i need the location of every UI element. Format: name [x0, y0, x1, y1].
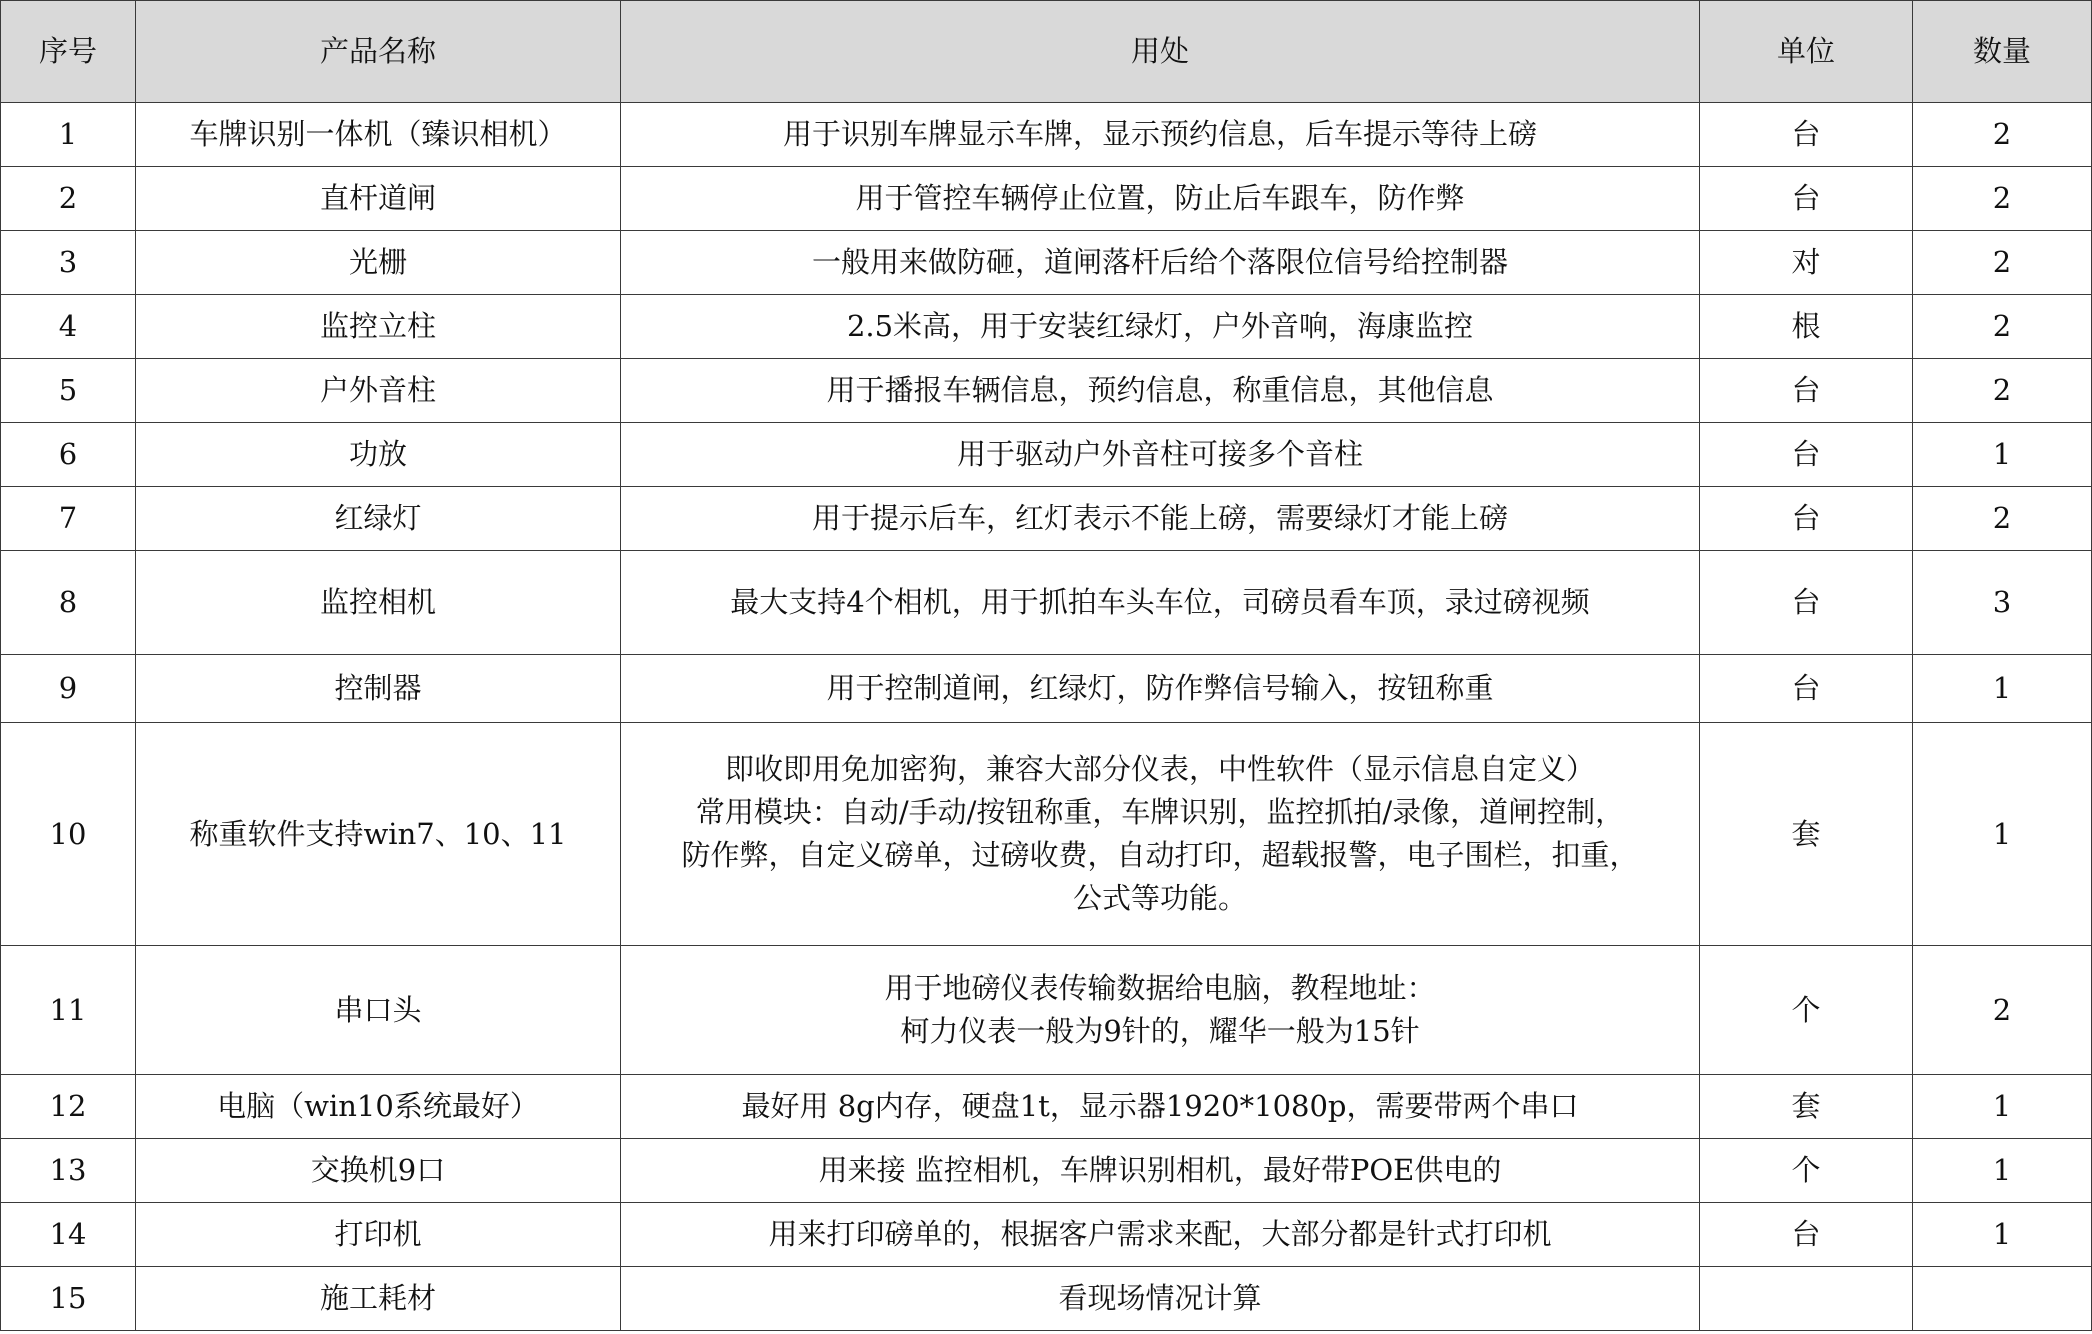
row-index: 12 [1, 1075, 136, 1139]
table-row [1, 295, 2092, 359]
row-usage [621, 295, 1700, 359]
table-row [1, 103, 2092, 167]
row-index: 5 [1, 359, 136, 423]
row-product-name: 监控立柱 [136, 295, 621, 359]
row-usage [621, 423, 1700, 487]
header-usage: 用处 [621, 1, 1700, 103]
row-unit: 台 [1700, 1203, 1913, 1267]
row-product-name: 户外音柱 [136, 359, 621, 423]
usage-line: 最好用 8g内存，硬盘1t，显示器1920*1080p，需要带两个串口 [741, 1089, 1579, 1123]
usage-line: 用于控制道闸，红绿灯，防作弊信号输入，按钮称重 [826, 671, 1494, 705]
row-usage [621, 551, 1700, 655]
table-row [1, 723, 2092, 946]
row-unit [1700, 1267, 1913, 1331]
row-index: 6 [1, 423, 136, 487]
row-index: 9 [1, 655, 136, 723]
row-usage [621, 1203, 1700, 1267]
row-unit: 个 [1700, 1139, 1913, 1203]
row-quantity: 2 [1913, 946, 2092, 1075]
row-unit: 台 [1700, 423, 1913, 487]
row-product-name: 车牌识别一体机（臻识相机） [136, 103, 621, 167]
row-quantity: 1 [1913, 1139, 2092, 1203]
row-usage [621, 359, 1700, 423]
table-row [1, 1075, 2092, 1139]
usage-line: 公式等功能。 [1072, 881, 1247, 915]
header-product-name: 产品名称 [136, 1, 621, 103]
row-index: 3 [1, 231, 136, 295]
row-quantity: 1 [1913, 423, 2092, 487]
row-usage [621, 1075, 1700, 1139]
row-unit: 套 [1700, 723, 1913, 946]
row-unit: 根 [1700, 295, 1913, 359]
table-row [1, 423, 2092, 487]
row-quantity: 2 [1913, 295, 2092, 359]
row-usage [621, 723, 1700, 946]
row-index: 4 [1, 295, 136, 359]
row-product-name: 串口头 [136, 946, 621, 1075]
table-row [1, 551, 2092, 655]
header-quantity: 数量 [1913, 1, 2092, 103]
table-row [1, 487, 2092, 551]
row-product-name: 直杆道闸 [136, 167, 621, 231]
usage-line: 用于地磅仪表传输数据给电脑，教程地址： [884, 971, 1436, 1005]
row-quantity: 1 [1913, 1203, 2092, 1267]
header-index: 序号 [1, 1, 136, 103]
table-row [1, 1139, 2092, 1203]
row-quantity: 1 [1913, 723, 2092, 946]
table-row [1, 359, 2092, 423]
table-row [1, 946, 2092, 1075]
row-unit: 对 [1700, 231, 1913, 295]
table-header [1, 1, 2092, 103]
row-unit: 台 [1700, 487, 1913, 551]
usage-line: 看现场情况计算 [1058, 1281, 1262, 1315]
row-quantity: 2 [1913, 167, 2092, 231]
table-row [1, 1267, 2092, 1331]
usage-line: 常用模块：自动/手动/按钮称重，车牌识别，监控抓拍/录像，道闸控制， [695, 795, 1625, 829]
row-usage [621, 1267, 1700, 1331]
row-unit: 个 [1700, 946, 1913, 1075]
row-usage [621, 167, 1700, 231]
row-product-name: 功放 [136, 423, 621, 487]
table-body [1, 103, 2092, 1331]
row-usage [621, 231, 1700, 295]
row-quantity: 2 [1913, 103, 2092, 167]
row-product-name: 施工耗材 [136, 1267, 621, 1331]
row-quantity: 1 [1913, 1075, 2092, 1139]
row-product-name: 打印机 [136, 1203, 621, 1267]
usage-line: 用于管控车辆停止位置，防止后车跟车，防作弊 [855, 181, 1465, 215]
row-index: 15 [1, 1267, 136, 1331]
table-row [1, 231, 2092, 295]
row-product-name: 红绿灯 [136, 487, 621, 551]
row-product-name: 交换机9口 [136, 1139, 621, 1203]
table-row [1, 655, 2092, 723]
usage-line: 用来接 监控相机，车牌识别相机，最好带POE供电的 [818, 1153, 1502, 1187]
row-quantity: 2 [1913, 487, 2092, 551]
usage-line: 防作弊，自定义磅单，过磅收费，自动打印，超载报警，电子围栏，扣重， [681, 838, 1639, 872]
usage-line: 最大支持4个相机，用于抓拍车头车位，司磅员看车顶，录过磅视频 [730, 585, 1590, 619]
row-index: 1 [1, 103, 136, 167]
row-unit: 台 [1700, 103, 1913, 167]
usage-line: 用于播报车辆信息，预约信息，称重信息，其他信息 [826, 373, 1494, 407]
table-row [1, 167, 2092, 231]
row-usage [621, 655, 1700, 723]
row-product-name: 称重软件支持win7、10、11 [136, 723, 621, 946]
row-unit: 台 [1700, 551, 1913, 655]
usage-line: 用于驱动户外音柱可接多个音柱 [956, 437, 1363, 471]
row-index: 2 [1, 167, 136, 231]
row-index: 14 [1, 1203, 136, 1267]
row-index: 11 [1, 946, 136, 1075]
row-usage [621, 487, 1700, 551]
row-unit: 台 [1700, 655, 1913, 723]
row-index: 7 [1, 487, 136, 551]
header-row [1, 1, 2092, 103]
row-product-name: 电脑（win10系统最好） [136, 1075, 621, 1139]
row-quantity: 1 [1913, 655, 2092, 723]
row-index: 10 [1, 723, 136, 946]
row-product-name: 监控相机 [136, 551, 621, 655]
row-usage [621, 1139, 1700, 1203]
row-index: 8 [1, 551, 136, 655]
usage-line: 2.5米高，用于安装红绿灯，户外音响，海康监控 [846, 309, 1474, 343]
row-quantity [1913, 1267, 2092, 1331]
row-unit: 台 [1700, 359, 1913, 423]
row-usage [621, 946, 1700, 1075]
header-unit: 单位 [1700, 1, 1913, 103]
row-usage [621, 103, 1700, 167]
usage-line: 一般用来做防砸，道闸落杆后给个落限位信号给控制器 [811, 245, 1508, 279]
usage-line: 用来打印磅单的，根据客户需求来配，大部分都是针式打印机 [768, 1217, 1552, 1251]
table-row [1, 1203, 2092, 1267]
usage-line: 用于提示后车，红灯表示不能上磅，需要绿灯才能上磅 [811, 501, 1508, 535]
usage-line: 柯力仪表一般为9针的，耀华一般为15针 [900, 1014, 1420, 1048]
usage-line: 用于识别车牌显示车牌，显示预约信息，后车提示等待上磅 [782, 117, 1537, 151]
usage-line: 即收即用免加密狗，兼容大部分仪表，中性软件（显示信息自定义） [724, 752, 1595, 786]
row-product-name: 控制器 [136, 655, 621, 723]
row-unit: 套 [1700, 1075, 1913, 1139]
row-quantity: 2 [1913, 359, 2092, 423]
row-quantity: 2 [1913, 231, 2092, 295]
row-quantity: 3 [1913, 551, 2092, 655]
row-product-name: 光栅 [136, 231, 621, 295]
row-index: 13 [1, 1139, 136, 1203]
row-unit: 台 [1700, 167, 1913, 231]
